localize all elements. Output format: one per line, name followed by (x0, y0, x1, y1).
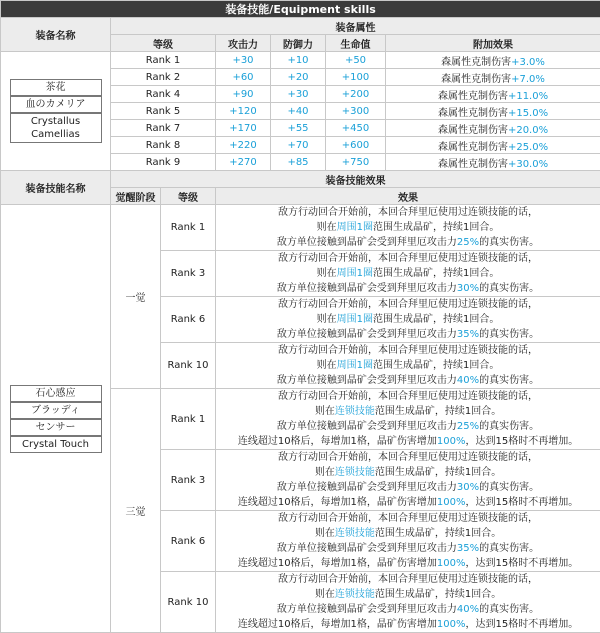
effect-text: 敌方单位接触到晶矿会受到拜里厄攻击力 (277, 604, 457, 615)
effect-text: 敌方单位接触到晶矿会受到拜里厄攻击力 (277, 237, 457, 248)
bonus-cell (386, 120, 600, 137)
effect-text: 的真实伤害。 (479, 421, 539, 432)
skill-effect-cell (216, 297, 600, 343)
effect-line (216, 617, 600, 632)
effect-highlight: 25% (457, 237, 479, 248)
effect-line (216, 602, 600, 617)
skill-name: 石心感应 (10, 385, 102, 402)
effect-text: 连线超过10格后，每增加1格，晶矿伤害增加 (238, 619, 437, 630)
skill-effect-cell (216, 389, 600, 450)
rank-cell: Rank 1 (111, 52, 216, 69)
bonus-cell (386, 69, 600, 86)
effect-text: 范围生成晶矿，持续1回合。 (373, 360, 499, 371)
skill-rank-cell: Rank 6 (161, 511, 216, 572)
col-def-header: 防御力 (271, 35, 326, 52)
effect-line (216, 312, 600, 327)
effect-text: 则在 (315, 406, 335, 417)
effect-text: 范围生成晶矿，持续1回合。 (375, 467, 501, 478)
bonus-cell (386, 103, 600, 120)
bonus-value: +25.0% (508, 142, 548, 153)
effect-highlight: 100% (437, 436, 466, 447)
effect-text: 则在 (317, 314, 337, 325)
effect-line: 敌方行动回合开始前，本回合拜里厄使用过连锁技能的话， (216, 389, 600, 404)
effect-line (216, 235, 600, 250)
col-stage-header: 觉醒阶段 (111, 188, 161, 205)
hp-cell: +200 (326, 86, 386, 103)
effect-text: 则在 (317, 360, 337, 371)
effect-line (216, 327, 600, 342)
skill-rank-cell: Rank 3 (161, 251, 216, 297)
bonus-label: 森属性克制伤害 (438, 159, 508, 170)
effect-line (216, 373, 600, 388)
effect-highlight: 周围1圈 (337, 268, 373, 279)
atk-cell: +90 (216, 86, 271, 103)
skill-rank-cell: Rank 10 (161, 572, 216, 633)
effect-text: 范围生成晶矿，持续1回合。 (373, 268, 499, 279)
table-row (1, 52, 600, 69)
skill-effect-cell (216, 205, 600, 251)
rank-cell: Rank 2 (111, 69, 216, 86)
effect-text: 范围生成晶矿，持续1回合。 (375, 528, 501, 539)
bonus-value: +20.0% (508, 125, 548, 136)
hp-cell: +100 (326, 69, 386, 86)
skill-effect-cell (216, 343, 600, 389)
atk-cell: +220 (216, 137, 271, 154)
equipment-name: Crystallus Camellias (10, 113, 102, 143)
effect-highlight: 35% (457, 543, 479, 554)
skill-name: Crystal Touch (10, 436, 102, 453)
effect-text: 则在 (315, 589, 335, 600)
effect-line (216, 587, 600, 602)
atk-cell: +120 (216, 103, 271, 120)
bonus-value: +7.0% (511, 74, 545, 85)
equipment-name-header: 装备名称 (1, 18, 111, 52)
effect-line: 敌方行动回合开始前，本回合拜里厄使用过连锁技能的话， (216, 343, 600, 358)
skill-rank-cell: Rank 1 (161, 205, 216, 251)
bonus-value: +3.0% (511, 57, 545, 68)
rank-cell: Rank 8 (111, 137, 216, 154)
effect-highlight: 连锁技能 (335, 406, 375, 417)
effect-highlight: 30% (457, 482, 479, 493)
col-skill-rank-header: 等级 (161, 188, 216, 205)
effect-highlight: 周围1圈 (337, 222, 373, 233)
effect-line (216, 266, 600, 281)
bonus-cell (386, 86, 600, 103)
effect-line (216, 541, 600, 556)
effect-text: 则在 (315, 467, 335, 478)
bonus-label: 森属性克制伤害 (438, 142, 508, 153)
effect-text: ，达到15格时不再增加。 (466, 558, 579, 569)
table-title: 装备技能/Equipment skills (1, 1, 600, 18)
effect-line (216, 434, 600, 449)
effect-text: 的真实伤害。 (479, 604, 539, 615)
effect-text: 敌方单位接触到晶矿会受到拜里厄攻击力 (277, 375, 457, 386)
effect-highlight: 周围1圈 (337, 314, 373, 325)
skill-name: センサー (10, 419, 102, 436)
effect-line (216, 404, 600, 419)
def-cell: +20 (271, 69, 326, 86)
effect-line (216, 465, 600, 480)
effect-highlight: 连锁技能 (335, 528, 375, 539)
skill-effect-cell (216, 511, 600, 572)
effect-highlight: 25% (457, 421, 479, 432)
skill-rank-cell: Rank 3 (161, 450, 216, 511)
bonus-label: 森属性克制伤害 (441, 57, 511, 68)
effect-highlight: 100% (437, 619, 466, 630)
effect-highlight: 连锁技能 (335, 467, 375, 478)
col-rank-header: 等级 (111, 35, 216, 52)
atk-cell: +60 (216, 69, 271, 86)
hp-cell: +300 (326, 103, 386, 120)
rank-cell: Rank 5 (111, 103, 216, 120)
effect-highlight: 40% (457, 604, 479, 615)
effect-line: 敌方行动回合开始前，本回合拜里厄使用过连锁技能的话， (216, 450, 600, 465)
effect-highlight: 40% (457, 375, 479, 386)
effect-line: 敌方行动回合开始前，本回合拜里厄使用过连锁技能的话， (216, 297, 600, 312)
atk-cell: +30 (216, 52, 271, 69)
skill-rank-cell: Rank 10 (161, 343, 216, 389)
effect-text: 则在 (317, 222, 337, 233)
col-effect-header: 效果 (216, 188, 600, 205)
effect-text: ，达到15格时不再增加。 (466, 436, 579, 447)
effect-highlight: 30% (457, 283, 479, 294)
bonus-label: 森属性克制伤害 (438, 125, 508, 136)
skill-rank-cell: Rank 6 (161, 297, 216, 343)
skill-effect-header: 装备技能效果 (111, 171, 600, 188)
effect-text: 则在 (317, 268, 337, 279)
bonus-value: +30.0% (508, 159, 548, 170)
bonus-label: 森属性克制伤害 (438, 108, 508, 119)
equipment-name: 血のカメリア (10, 96, 102, 113)
bonus-label: 森属性克制伤害 (441, 74, 511, 85)
skill-name: ブラッディ (10, 402, 102, 419)
effect-line: 敌方行动回合开始前，本回合拜里厄使用过连锁技能的话， (216, 572, 600, 587)
effect-text: 的真实伤害。 (479, 543, 539, 554)
effect-line (216, 495, 600, 510)
effect-line (216, 480, 600, 495)
effect-line (216, 526, 600, 541)
skill-effect-cell (216, 251, 600, 297)
def-cell: +85 (271, 154, 326, 171)
def-cell: +10 (271, 52, 326, 69)
effect-text: 敌方单位接触到晶矿会受到拜里厄攻击力 (277, 482, 457, 493)
skill-effect-cell (216, 572, 600, 633)
rank-cell: Rank 4 (111, 86, 216, 103)
effect-text: 连线超过10格后，每增加1格，晶矿伤害增加 (238, 436, 437, 447)
equipment-name-cell (1, 52, 111, 171)
bonus-cell (386, 154, 600, 171)
def-cell: +30 (271, 86, 326, 103)
effect-line: 敌方行动回合开始前，本回合拜里厄使用过连锁技能的话， (216, 251, 600, 266)
effect-text: ，达到15格时不再增加。 (466, 497, 579, 508)
effect-line (216, 419, 600, 434)
stage-cell: 一觉 (111, 205, 161, 389)
effect-line (216, 281, 600, 296)
effect-text: 的真实伤害。 (479, 375, 539, 386)
bonus-cell (386, 137, 600, 154)
effect-text: 范围生成晶矿，持续1回合。 (375, 589, 501, 600)
effect-text: 范围生成晶矿，持续1回合。 (373, 222, 499, 233)
effect-text: 连线超过10格后，每增加1格，晶矿伤害增加 (238, 497, 437, 508)
effect-text: 连线超过10格后，每增加1格，晶矿伤害增加 (238, 558, 437, 569)
skill-name-header: 装备技能名称 (1, 171, 111, 205)
skill-rank-cell: Rank 1 (161, 389, 216, 450)
effect-highlight: 100% (437, 497, 466, 508)
col-hp-header: 生命值 (326, 35, 386, 52)
effect-text: 敌方单位接触到晶矿会受到拜里厄攻击力 (277, 421, 457, 432)
effect-highlight: 连锁技能 (335, 589, 375, 600)
effect-text: ，达到15格时不再增加。 (466, 619, 579, 630)
effect-text: 范围生成晶矿，持续1回合。 (373, 314, 499, 325)
effect-text: 敌方单位接触到晶矿会受到拜里厄攻击力 (277, 543, 457, 554)
bonus-label: 森属性克制伤害 (438, 91, 508, 102)
effect-text: 则在 (315, 528, 335, 539)
effect-text: 的真实伤害。 (479, 329, 539, 340)
hp-cell: +600 (326, 137, 386, 154)
hp-cell: +450 (326, 120, 386, 137)
effect-line (216, 556, 600, 571)
skill-name-cell (1, 205, 111, 633)
effect-text: 敌方单位接触到晶矿会受到拜里厄攻击力 (277, 283, 457, 294)
effect-line (216, 220, 600, 235)
bonus-value: +11.0% (508, 91, 548, 102)
bonus-value: +15.0% (508, 108, 548, 119)
hp-cell: +50 (326, 52, 386, 69)
effect-text: 的真实伤害。 (479, 237, 539, 248)
def-cell: +55 (271, 120, 326, 137)
effect-highlight: 35% (457, 329, 479, 340)
stage-cell: 三觉 (111, 389, 161, 633)
table-row (1, 205, 600, 251)
col-atk-header: 攻击力 (216, 35, 271, 52)
effect-text: 范围生成晶矿，持续1回合。 (375, 406, 501, 417)
effect-line: 敌方行动回合开始前，本回合拜里厄使用过连锁技能的话， (216, 205, 600, 220)
effect-line: 敌方行动回合开始前，本回合拜里厄使用过连锁技能的话， (216, 511, 600, 526)
effect-text: 的真实伤害。 (479, 482, 539, 493)
def-cell: +70 (271, 137, 326, 154)
bonus-cell (386, 52, 600, 69)
atk-cell: +170 (216, 120, 271, 137)
equipment-attr-header: 装备属性 (111, 18, 600, 35)
rank-cell: Rank 7 (111, 120, 216, 137)
effect-highlight: 周围1圈 (337, 360, 373, 371)
rank-cell: Rank 9 (111, 154, 216, 171)
effect-highlight: 100% (437, 558, 466, 569)
effect-text: 敌方单位接触到晶矿会受到拜里厄攻击力 (277, 329, 457, 340)
col-bonus-header: 附加效果 (386, 35, 600, 52)
effect-line (216, 358, 600, 373)
equipment-name: 茶花 (10, 79, 102, 96)
def-cell: +40 (271, 103, 326, 120)
skill-effect-cell (216, 450, 600, 511)
hp-cell: +750 (326, 154, 386, 171)
effect-text: 的真实伤害。 (479, 283, 539, 294)
atk-cell: +270 (216, 154, 271, 171)
